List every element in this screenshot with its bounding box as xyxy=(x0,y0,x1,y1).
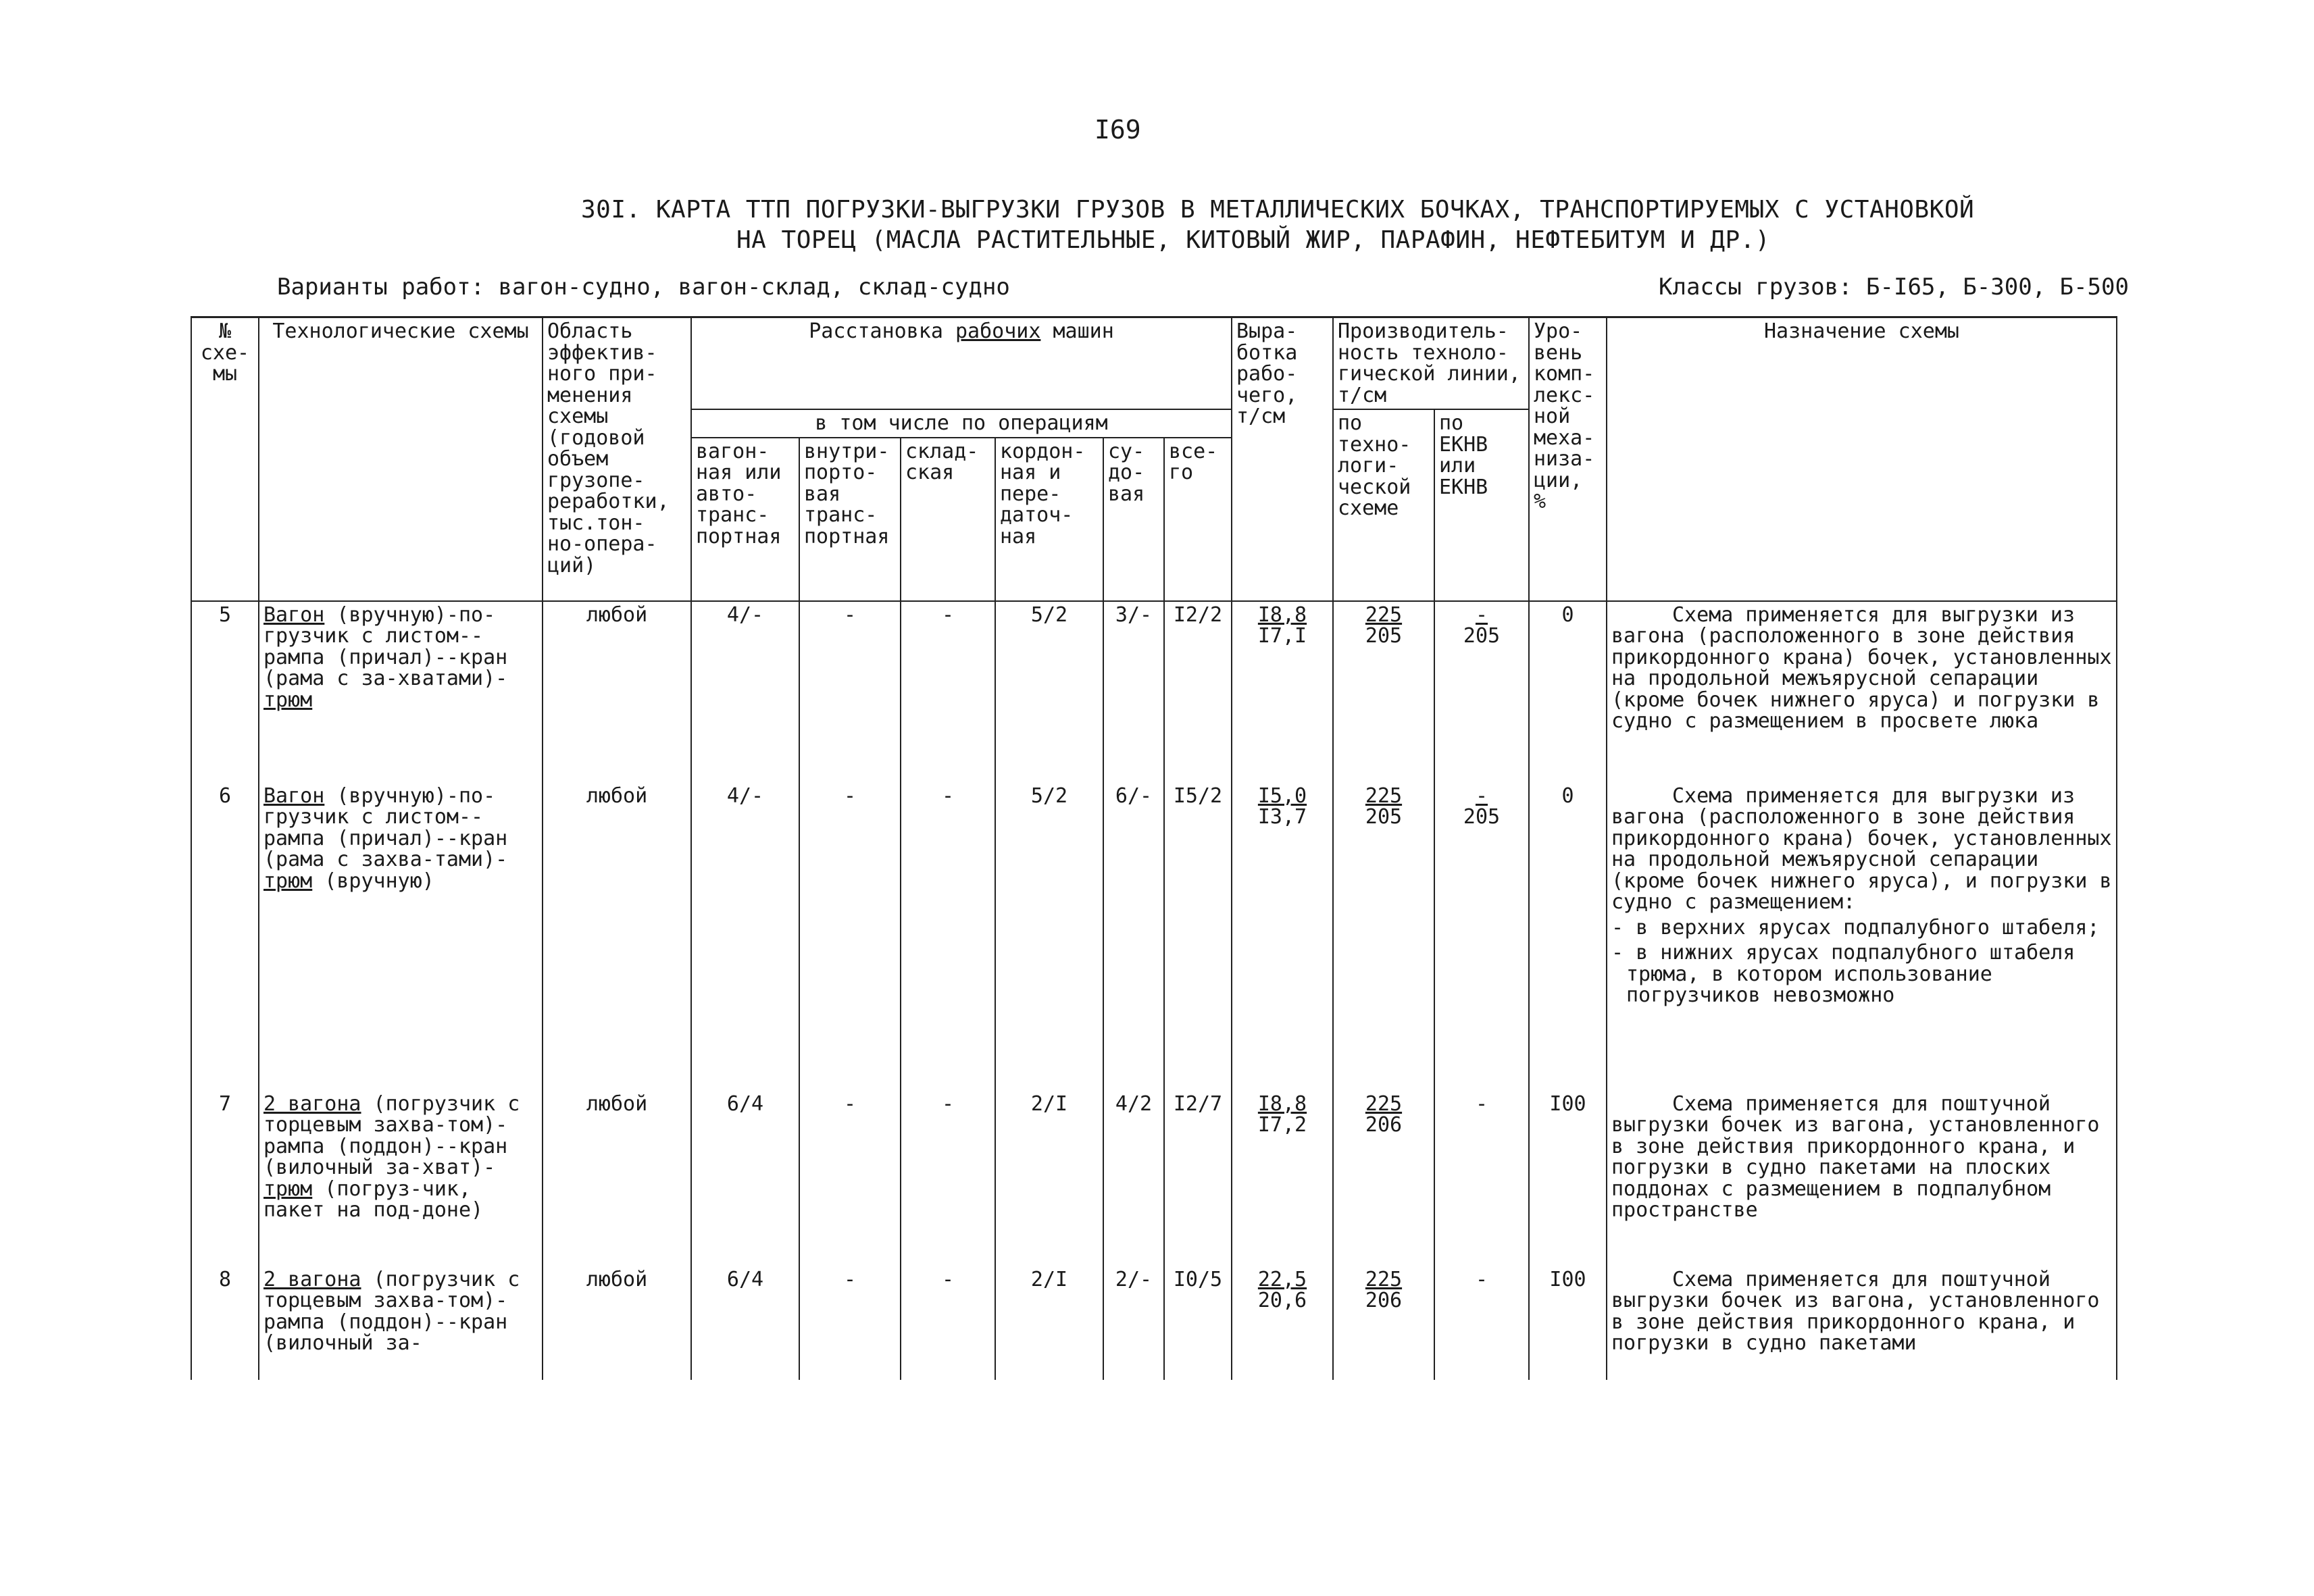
total-value: I2/7 xyxy=(1164,1091,1232,1266)
purpose-text: Схема применяется для поштучной выгрузки бочек из вагона, установленного в зоне действия прикордонного крана, и погрузки в судно пакетами на плоских поддонах с размещением в подпалубном пространстве xyxy=(1611,1091,2100,1222)
scheme-start: Вагон xyxy=(263,783,325,808)
header-technological-schemes: Технологические схемы xyxy=(259,317,543,601)
cordon-value: 5/2 xyxy=(995,601,1103,783)
header-mechanization-level: Уро- вень комп- лекс- ной меха- низа- ции, % xyxy=(1529,317,1607,601)
warehouse-value: - xyxy=(901,601,995,783)
wagon-value: 6/4 xyxy=(691,1266,799,1380)
table-row xyxy=(191,783,2117,1091)
scheme-body: (погрузчик с торцевым захва-том)-рампа (поддон)--кран (вилочный за-хват)- xyxy=(263,1091,520,1179)
ship-value: 4/2 xyxy=(1103,1091,1164,1266)
scheme-productivity xyxy=(1333,783,1434,1091)
scheme-description xyxy=(259,1091,543,1266)
wagon-value: 4/- xyxy=(691,601,799,783)
header-worker-output: Выра- ботка рабо- чего, т/см xyxy=(1232,317,1333,601)
ekhn-productivity: - xyxy=(1434,1091,1529,1266)
wagon-value: 6/4 xyxy=(691,1091,799,1266)
worker-output xyxy=(1232,1266,1333,1380)
warehouse-value: - xyxy=(901,1091,995,1266)
output-numerator: I5,0 xyxy=(1257,783,1307,808)
scheme-purpose xyxy=(1607,783,2117,1091)
ekhn-productivity xyxy=(1434,601,1529,783)
header-scheme-purpose: Назначение схемы xyxy=(1607,317,2117,601)
purpose-list-item: - в нижних ярусах подпалубного штабеля трюма, в котором использование погрузчиков невозможно xyxy=(1611,941,2076,1007)
application-area: любой xyxy=(543,1091,691,1266)
scheme-start: 2 вагона xyxy=(263,1091,361,1116)
header-intraport: внутри- порто- вая транс- портная xyxy=(799,438,901,601)
purpose-text: Схема применяется для выгрузки из вагона (расположенного в зоне действия прикордонного крана) бочек, установленных на продольной межъярусной сепарации (кроме бочек нижнего яруса), и погрузки в судно с размещением: xyxy=(1611,783,2112,914)
work-variants: Варианты работ: вагон-судно, вагон-склад, склад-судно xyxy=(277,274,1010,301)
ekhn-denominator: 205 xyxy=(1463,805,1501,829)
technology-map-table xyxy=(191,316,2117,1380)
productivity-denominator: 205 xyxy=(1365,624,1403,648)
title-line-1: 30I. КАРТА ТТП ПОГРУЗКИ-ВЫГРУЗКИ ГРУЗОВ В МЕТАЛЛИЧЕСКИХ БОЧКАХ, ТРАНСПОРТИРУЕМЫХ С УСТАНОВКОЙ xyxy=(581,196,1975,224)
scheme-end: трюм xyxy=(263,869,313,893)
application-area: любой xyxy=(543,601,691,783)
worker-output xyxy=(1232,601,1333,783)
cargo-classes: Классы грузов: Б-I65, Б-300, Б-500 xyxy=(1659,274,2129,301)
cordon-value: 2/I xyxy=(995,1266,1103,1380)
total-value: I0/5 xyxy=(1164,1266,1232,1380)
productivity-numerator: 225 xyxy=(1365,783,1403,808)
header-line-productivity: Производитель- ность техноло- гической линии, т/см xyxy=(1333,317,1529,410)
header-by-operation: в том числе по операциям xyxy=(691,409,1232,438)
scheme-purpose xyxy=(1607,1091,2117,1266)
scheme-description xyxy=(259,783,543,1091)
ekhn-productivity xyxy=(1434,783,1529,1091)
scheme-productivity xyxy=(1333,1266,1434,1380)
worker-output xyxy=(1232,1091,1333,1266)
ekhn-numerator: - xyxy=(1475,783,1488,808)
page-number: I69 xyxy=(1095,115,1141,145)
mechanization-level: I00 xyxy=(1529,1091,1607,1266)
header-total: все- го xyxy=(1164,438,1232,601)
scheme-number: 5 xyxy=(191,601,259,783)
productivity-numerator: 225 xyxy=(1365,602,1403,627)
header-application-area: Область эффектив- ного при- менения схемы (годовой объем грузопе- реработки, тыс.тон- но-опера- ций) xyxy=(543,317,691,601)
ship-value: 2/- xyxy=(1103,1266,1164,1380)
header-by-ekhn: по ЕКНВ или ЕКНВ xyxy=(1434,409,1529,601)
application-area: любой xyxy=(543,783,691,1091)
header-wagon: вагон- ная или авто- транс- портная xyxy=(691,438,799,601)
header-placement-workers: рабочих xyxy=(955,319,1041,343)
productivity-denominator: 206 xyxy=(1365,1113,1403,1137)
output-denominator: I7,2 xyxy=(1257,1113,1307,1137)
header-placement-prefix: Расстановка xyxy=(809,319,943,343)
intraport-value: - xyxy=(799,1091,901,1266)
application-area: любой xyxy=(543,1266,691,1380)
scheme-productivity xyxy=(1333,1091,1434,1266)
scheme-body: (вручную)-по-грузчик с листом--рампа (причал)--кран (рама с за-хватами)- xyxy=(263,602,508,690)
header-scheme-number: № схе- мы xyxy=(191,317,259,601)
productivity-denominator: 206 xyxy=(1365,1289,1403,1312)
table-row xyxy=(191,601,2117,783)
scheme-purpose xyxy=(1607,601,2117,783)
output-numerator: I8,8 xyxy=(1257,1091,1307,1116)
purpose-text: Схема применяется для выгрузки из вагона (расположенного в зоне действия прикордонного крана) бочек, установленных на продольной межъярусной сепарации (кроме бочек нижнего яруса) и погрузки в судно с размещением в просвете люка xyxy=(1611,602,2112,733)
table-row xyxy=(191,1091,2117,1266)
cordon-value: 5/2 xyxy=(995,783,1103,1091)
ship-value: 6/- xyxy=(1103,783,1164,1091)
warehouse-value: - xyxy=(901,1266,995,1380)
title-line-2: НА ТОРЕЦ (МАСЛА РАСТИТЕЛЬНЫЕ, КИТОВЫЙ ЖИР, ПАРАФИН, НЕФТЕБИТУМ И ДР.) xyxy=(736,226,1770,254)
output-numerator: I8,8 xyxy=(1257,602,1307,627)
scheme-productivity xyxy=(1333,601,1434,783)
intraport-value: - xyxy=(799,601,901,783)
productivity-numerator: 225 xyxy=(1365,1267,1403,1291)
scheme-body: (вручную)-по-грузчик с листом--рампа (причал)--кран (рама с захва-тами)- xyxy=(263,783,508,871)
scheme-body: (погрузчик с торцевым захва-том)-рампа (поддон)--кран (вилочный за- xyxy=(263,1267,520,1355)
header-placement-machines: машин xyxy=(1053,319,1114,343)
scheme-tail: (погруз-чик, пакет на под-доне) xyxy=(263,1177,484,1222)
scheme-end: трюм xyxy=(263,1177,313,1201)
scheme-purpose xyxy=(1607,1266,2117,1380)
output-denominator: 20,6 xyxy=(1257,1289,1307,1312)
scheme-start: 2 вагона xyxy=(263,1267,361,1291)
ekhn-numerator: - xyxy=(1475,602,1488,627)
productivity-denominator: 205 xyxy=(1365,805,1403,829)
header-by-scheme: по техно- логи- ческой схеме xyxy=(1333,409,1434,601)
scheme-start: Вагон xyxy=(263,602,325,627)
warehouse-value: - xyxy=(901,783,995,1091)
purpose-text: Схема применяется для поштучной выгрузки бочек из вагона, установленного в зоне действия прикордонного крана, и погрузки в судно пакетами xyxy=(1611,1267,2100,1355)
ekhn-productivity: - xyxy=(1434,1266,1529,1380)
header-machine-placement xyxy=(691,317,1232,410)
scheme-tail: (вручную) xyxy=(312,869,434,893)
header-ship: су- до- вая xyxy=(1103,438,1164,601)
intraport-value: - xyxy=(799,783,901,1091)
scheme-description xyxy=(259,601,543,783)
productivity-numerator: 225 xyxy=(1365,1091,1403,1116)
mechanization-level: I00 xyxy=(1529,1266,1607,1380)
intraport-value: - xyxy=(799,1266,901,1380)
output-denominator: I3,7 xyxy=(1257,805,1307,829)
output-numerator: 22,5 xyxy=(1257,1267,1307,1291)
scheme-number: 6 xyxy=(191,783,259,1091)
purpose-list-item: - в верхних ярусах подпалубного штабеля; xyxy=(1611,915,2100,939)
mechanization-level: 0 xyxy=(1529,601,1607,783)
cordon-value: 2/I xyxy=(995,1091,1103,1266)
mechanization-level: 0 xyxy=(1529,783,1607,1091)
scheme-end: трюм xyxy=(263,688,313,712)
header-cordon: кордон- ная и пере- даточ- ная xyxy=(995,438,1103,601)
wagon-value: 4/- xyxy=(691,783,799,1091)
worker-output xyxy=(1232,783,1333,1091)
ship-value: 3/- xyxy=(1103,601,1164,783)
scheme-number: 7 xyxy=(191,1091,259,1266)
scheme-description xyxy=(259,1266,543,1380)
output-denominator: I7,I xyxy=(1257,624,1307,648)
header-warehouse: склад- ская xyxy=(901,438,995,601)
total-value: I2/2 xyxy=(1164,601,1232,783)
ekhn-denominator: 205 xyxy=(1463,624,1501,648)
table-row xyxy=(191,1266,2117,1380)
total-value: I5/2 xyxy=(1164,783,1232,1091)
scheme-number: 8 xyxy=(191,1266,259,1380)
